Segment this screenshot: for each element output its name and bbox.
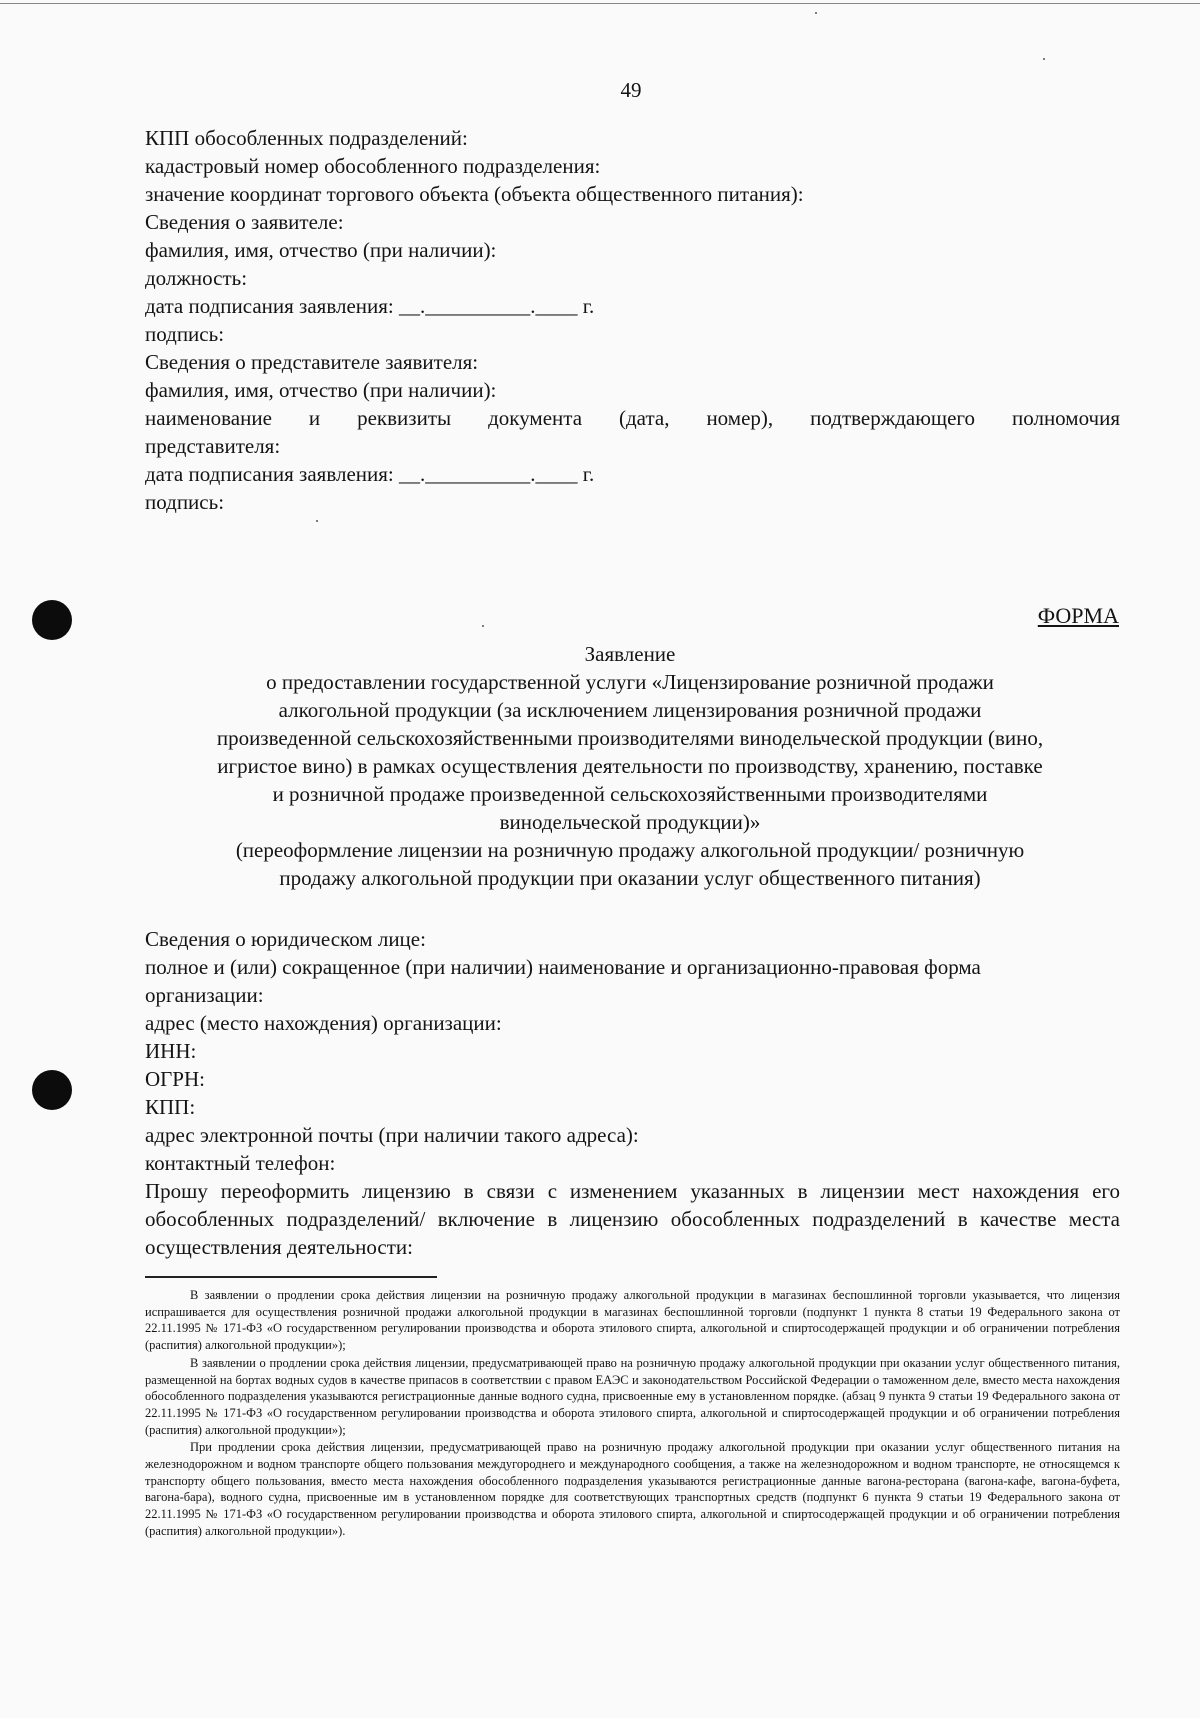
field-organization-address: адрес (место нахождения) организации:	[145, 1011, 502, 1035]
heading-legal-entity: Сведения о юридическом лице:	[145, 927, 426, 951]
field-kpp: КПП:	[145, 1095, 196, 1119]
field-ogrn: ОГРН:	[145, 1067, 205, 1091]
field-object-coordinates: значение координат торгового объекта (объекта общественного питания):	[145, 182, 804, 206]
request-paragraph: Прошу переоформить лицензию в связи с изменением указанных в лицензии мест нахождения его обособленных подразделений/ включение в лицензию обособленных подразделений в качестве места осуществления деятельности:	[145, 1179, 1120, 1259]
punch-hole-upper	[32, 600, 72, 640]
subtitle-line: (переоформление лицензии на розничную продажу алкогольной продукции/ розничную	[235, 838, 1025, 862]
field-phone: контактный телефон:	[145, 1151, 336, 1175]
subtitle-line: продажу алкогольной продукции при оказании услуг общественного питания)	[279, 866, 981, 890]
title-line: винодельческой продукции)»	[499, 810, 761, 834]
field-applicant-position: должность:	[145, 266, 248, 290]
footnote-rail-transport: При продлении срока действия лицензии, предусматривающей право на розничную продажу алкогольной продукции при оказании услуг общественного питания на железнодорожном и водном транспорте общего пользования междугороднего и международного сообщения, а также на железнодорожном и водном транспорте, не относящемся к транспорту общего пользования, вместо места нахождения обособленного подразделения указываются регистрационные данные вагона-ресторана (вагона-кафе, вагона-буфета, вагона-бара), водного судна, присвоенные им в установленном порядке для соответствующих транспортных средств (подпункт 6 пункта 9 статьи 19 Федерального закона от 22.11.1995 № 171-ФЗ «О государственном регулировании производства и оборота этилового спирта, алкогольной и спиртосодержащей продукции и об ограничении потребления (распития) алкогольной продукции»).	[145, 1440, 1120, 1538]
field-representative-name: фамилия, имя, отчество (при наличии):	[145, 378, 497, 402]
field-applicant-name: фамилия, имя, отчество (при наличии):	[145, 238, 497, 262]
field-representative-signature: подпись:	[145, 490, 225, 514]
field-cadastral-number: кадастровый номер обособленного подразделения:	[145, 154, 601, 178]
footnote-duty-free: В заявлении о продлении срока действия лицензии на розничную продажу алкогольной продукции в магазинах беспошлинной торговли указывается, что лицензия испрашивается для осуществления розничной продажи алкогольной продукции в магазинах беспошлинной торговли (подпункт 1 пункта 8 статьи 19 Федерального закона от 22.11.1995 № 171-ФЗ «О государственном регулировании производства и оборота этилового спирта, алкогольной и спиртосодержащей продукции и об ограничении потребления (распития) алкогольной продукции»);	[145, 1288, 1120, 1353]
title-line: произведенной сельскохозяйственными производителями винодельческой продукции (вино,	[216, 726, 1044, 750]
field-inn: ИНН:	[145, 1039, 197, 1063]
title-line: алкогольной продукции (за исключением лицензирования розничной продажи	[278, 698, 982, 722]
title-line: Заявление	[584, 642, 676, 666]
punch-hole-lower	[32, 1070, 72, 1110]
page-number: 49	[620, 78, 642, 102]
field-organization-name-cont: организации:	[145, 983, 264, 1007]
footnote-water-vessels: В заявлении о продлении срока действия лицензии, предусматривающей право на розничную продажу алкогольной продукции при оказании услуг общественного питания, размещенной на бортах водных судов в качестве припасов в соответствии с правом ЕАЭС и законодательством Российской Федерации о таможенном деле, вместо места нахождения обособленного подразделения указываются регистрационные данные водного судна, присвоенные ему в установленном порядке. (абзац 9 пункта 9 статьи 19 Федерального закона от 22.11.1995 № 171-ФЗ «О государственном регулировании производства и оборота этилового спирта, алкогольной и спиртосодержащей продукции и об ограничении потребления (распития) алкогольной продукции»);	[145, 1355, 1120, 1437]
field-applicant-sign-date: дата подписания заявления: __.__________.____ г.	[145, 294, 595, 318]
footnote-separator	[145, 1276, 437, 1278]
field-representative-sign-date: дата подписания заявления: __.__________.____ г.	[145, 462, 595, 486]
footnotes	[145, 1287, 1120, 1541]
scan-speck	[1043, 58, 1045, 60]
title-line: игристое вино) в рамках осуществления деятельности по производству, хранению, поставке	[217, 754, 1043, 778]
scan-speck	[316, 520, 318, 522]
field-applicant-signature: подпись:	[145, 322, 225, 346]
applicant-info-section	[145, 124, 1120, 516]
form-label: ФОРМА	[1037, 603, 1119, 628]
heading-representative-info: Сведения о представителе заявителя:	[145, 350, 479, 374]
application-title	[130, 640, 1130, 892]
scan-top-edge	[0, 0, 1200, 4]
scan-speck	[482, 625, 484, 627]
title-line: о предоставлении государственной услуги «Лицензирование розничной продажи	[266, 670, 994, 694]
title-line: и розничной продаже произведенной сельскохозяйственными производителями	[272, 782, 988, 806]
field-authority-document: наименование и реквизиты документа (дата, номер), подтверждающего полномочия	[145, 406, 1120, 430]
field-organization-name: полное и (или) сокращенное (при наличии) наименование и организационно-правовая форма	[145, 955, 981, 979]
field-kpp-subdivisions: КПП обособленных подразделений:	[145, 126, 468, 150]
scan-speck	[815, 12, 817, 14]
field-authority-document-cont: представителя:	[145, 434, 281, 458]
heading-applicant-info: Сведения о заявителе:	[145, 210, 344, 234]
field-email: адрес электронной почты (при наличии такого адреса):	[145, 1123, 639, 1147]
legal-entity-section	[145, 925, 1120, 1261]
